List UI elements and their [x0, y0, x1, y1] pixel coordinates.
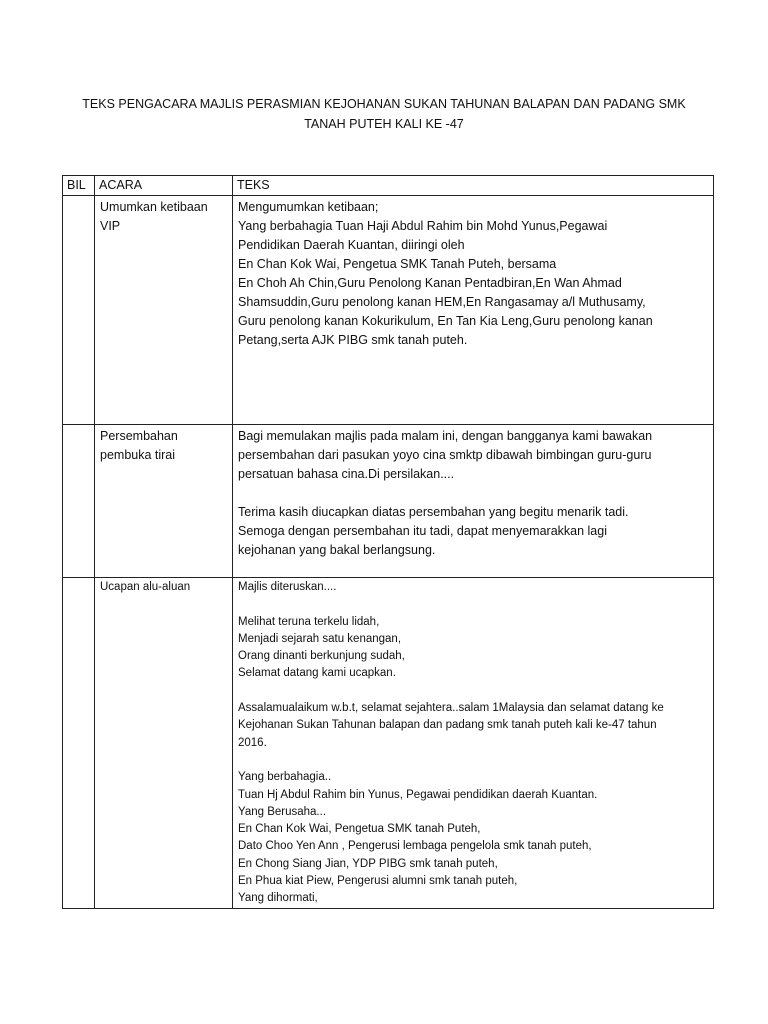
- table-row: [63, 196, 714, 425]
- row-bil: [63, 196, 95, 425]
- teks-line: persembahan dari pasukan yoyo cina smktp dibawah bimbingan guru-guru: [238, 448, 652, 462]
- row-teks: [233, 425, 714, 578]
- pantun-line: Menjadi sejarah satu kenangan,: [238, 632, 402, 645]
- acara-line: Persembahan: [100, 429, 178, 443]
- teks-line: Petang,serta AJK PIBG smk tanah puteh.: [238, 333, 468, 347]
- document-title: [50, 94, 718, 134]
- pantun-line: Orang dinanti berkunjung sudah,: [238, 650, 405, 663]
- acara-line: VIP: [100, 219, 121, 233]
- teks-line: Shamsuddin,Guru penolong kanan HEM,En Rangasamay a/l Muthusamy,: [238, 295, 646, 309]
- row-bil: [63, 578, 95, 909]
- teks-line: Tuan Hj Abdul Rahim bin Yunus, Pegawai pendidikan daerah Kuantan.: [238, 788, 598, 801]
- teks-line: Dato Choo Yen Ann , Pengerusi lembaga pengelola smk tanah puteh,: [238, 840, 592, 853]
- acara-line: pembuka tirai: [100, 448, 176, 462]
- row-bil: [63, 425, 95, 578]
- teks-line: Yang Berusaha...: [238, 805, 327, 818]
- teks-line: En Chan Kok Wai, Pengetua SMK tanah Puteh,: [238, 823, 481, 836]
- teks-line: Mengumumkan ketibaan;: [238, 200, 379, 214]
- teks-line: Guru penolong kanan Kokurikulum, En Tan Kia Leng,Guru penolong kanan: [238, 314, 653, 328]
- pantun-line: Selamat datang kami ucapkan.: [238, 667, 396, 680]
- teks-line: En Chan Kok Wai, Pengetua SMK Tanah Puteh, bersama: [238, 257, 557, 271]
- table-row: [63, 425, 714, 578]
- teks-line: En Chong Siang Jian, YDP PIBG smk tanah puteh,: [238, 857, 498, 870]
- title-line-1: TEKS PENGACARA MAJLIS PERASMIAN KEJOHANAN SUKAN TAHUNAN BALAPAN DAN PADANG SMK: [82, 97, 686, 111]
- teks-line: Bagi memulakan majlis pada malam ini, dengan bangganya kami bawakan: [238, 429, 653, 443]
- paragraph-gap: [238, 683, 709, 700]
- row-acara: [95, 196, 233, 425]
- header-teks: TEKS: [233, 176, 714, 196]
- paragraph-gap: [238, 596, 709, 613]
- pantun-line: Melihat teruna terkelu lidah,: [238, 615, 380, 628]
- teks-line: En Phua kiat Piew, Pengerusi alumni smk tanah puteh,: [238, 875, 518, 888]
- teks-line: Majlis diteruskan....: [238, 581, 337, 593]
- agenda-table: [62, 175, 714, 909]
- teks-line: Terima kasih diucapkan diatas persembahan yang begitu menarik tadi.: [238, 505, 629, 519]
- paragraph-gap: [238, 484, 709, 503]
- teks-line: Yang berbahagia..: [238, 771, 332, 784]
- row-teks: [233, 196, 714, 425]
- table-header-row: [63, 176, 714, 196]
- teks-line: 2016.: [238, 736, 267, 749]
- paragraph-gap: [238, 752, 709, 769]
- header-bil: BIL: [63, 176, 95, 196]
- acara-line: Ucapan alu-aluan: [100, 581, 191, 593]
- acara-line: Umumkan ketibaan: [100, 200, 208, 214]
- header-acara: ACARA: [95, 176, 233, 196]
- teks-line: En Choh Ah Chin,Guru Penolong Kanan Pentadbiran,En Wan Ahmad: [238, 276, 622, 290]
- teks-line: Assalamualaikum w.b.t, selamat sejahtera..salam 1Malaysia dan selamat datang ke: [238, 702, 664, 715]
- teks-line: Pendidikan Daerah Kuantan, diiringi oleh: [238, 238, 465, 252]
- row-acara: [95, 578, 233, 909]
- teks-line: Semoga dengan persembahan itu tadi, dapat menyemarakkan lagi: [238, 524, 607, 538]
- row-acara: [95, 425, 233, 578]
- teks-line: kejohanan yang bakal berlangsung.: [238, 543, 436, 557]
- title-line-2: TANAH PUTEH KALI KE -47: [304, 117, 464, 131]
- teks-line: Yang berbahagia Tuan Haji Abdul Rahim bin Mohd Yunus,Pegawai: [238, 219, 608, 233]
- row-teks: [233, 578, 714, 909]
- table-row: [63, 578, 714, 909]
- teks-line: Yang dihormati,: [238, 892, 318, 905]
- teks-line: Kejohanan Sukan Tahunan balapan dan padang smk tanah puteh kali ke-47 tahun: [238, 719, 657, 732]
- teks-line: persatuan bahasa cina.Di persilakan....: [238, 467, 455, 481]
